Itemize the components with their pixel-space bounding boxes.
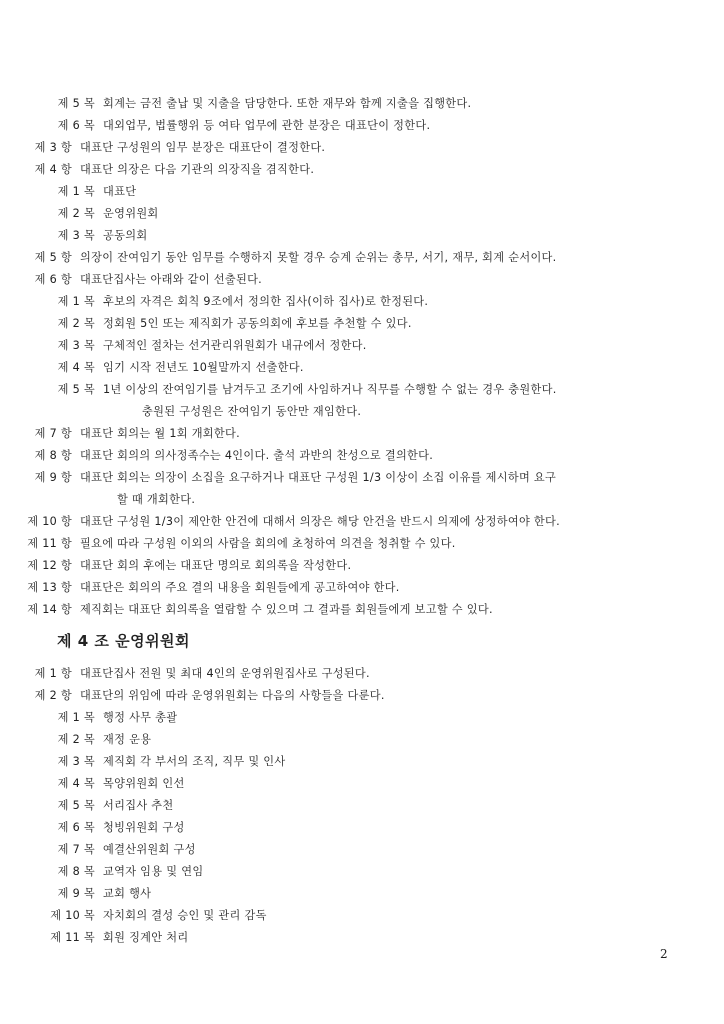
clause-number: 제 3 목 — [57, 339, 95, 352]
clause-number: 제 6 항 — [34, 273, 72, 286]
clause-text: 대표단집사 전원 및 최대 4인의 운영위원집사로 구성된다. — [80, 667, 370, 680]
clause-line — [20, 799, 174, 813]
clause-text: 후보의 자격은 회칙 9조에서 정의한 집사(이하 집사)로 한정된다. — [103, 295, 429, 308]
clause-line — [20, 515, 560, 529]
clause-text: 대표단 회의 후에는 대표단 명의로 회의록을 작성한다. — [80, 559, 352, 572]
clause-text: 대표단 — [103, 185, 137, 198]
clause-line — [20, 207, 159, 221]
clause-number: 제 4 항 — [34, 163, 72, 176]
clause-number: 제 5 목 — [57, 97, 95, 110]
clause-text: 대표단 구성원 1/3이 제안한 안건에 대해서 의장은 해당 안건을 반드시 의제에 상정하여야 한다. — [80, 515, 561, 528]
clause-text: 목양위원회 인선 — [103, 777, 185, 790]
clause-text: 대표단 회의의 의사정족수는 4인이다. 출석 과반의 찬성으로 결의한다. — [80, 449, 434, 462]
clause-text: 대표단 회의는 월 1회 개회한다. — [80, 427, 240, 440]
clause-line — [20, 865, 203, 879]
clause-number: 제 11 목 — [50, 931, 95, 944]
clause-line — [20, 229, 147, 243]
clause-number: 제 10 목 — [50, 909, 95, 922]
clause-number: 제 5 목 — [57, 383, 95, 396]
clause-line — [20, 163, 314, 177]
clause-number: 제 3 목 — [57, 755, 95, 768]
clause-number: 제 7 목 — [57, 843, 95, 856]
clause-line — [20, 689, 385, 703]
clause-number: 제 10 항 — [27, 515, 72, 528]
clause-text: 대표단집사는 아래와 같이 선출된다. — [80, 273, 263, 286]
clause-line — [20, 383, 557, 397]
clause-number: 제 2 목 — [57, 207, 95, 220]
clause-number: 제 6 목 — [57, 821, 95, 834]
clause-number: 제 1 항 — [34, 667, 72, 680]
clause-line — [20, 559, 351, 573]
clause-number: 제 12 항 — [27, 559, 72, 572]
clause-text: 의장이 잔여임기 동안 임무를 수행하지 못할 경우 승계 순위는 총무, 서기, 재무, 회계 순서이다. — [80, 251, 557, 264]
clause-line — [20, 317, 412, 331]
clause-number: 제 8 항 — [34, 449, 72, 462]
clause-number: 제 6 목 — [57, 119, 95, 132]
clause-continuation: 할 때 개회한다. — [117, 493, 196, 506]
clause-text: 대외업무, 법률행위 등 여타 업무에 관한 분장은 대표단이 정한다. — [103, 119, 431, 132]
clause-text: 대표단의 위임에 따라 운영위원회는 다음의 사항들을 다룬다. — [80, 689, 385, 702]
clause-number: 제 8 목 — [57, 865, 95, 878]
clause-line — [20, 141, 325, 155]
clause-number: 제 4 목 — [57, 777, 95, 790]
clause-text: 구체적인 절차는 선거관리위원회가 내규에서 정한다. — [103, 339, 367, 352]
clause-line — [20, 273, 262, 287]
clause-text: 제직회는 대표단 회의록을 열람할 수 있으며 그 결과를 회원들에게 보고할 수 있다. — [80, 603, 493, 616]
clause-line — [20, 471, 556, 485]
clause-text: 제직회 각 부서의 조직, 직무 및 인사 — [103, 755, 286, 768]
clause-line — [20, 755, 286, 769]
article-heading: 제 4 조 운영위원회 — [57, 632, 191, 650]
clause-number: 제 14 항 — [27, 603, 72, 616]
clause-text: 행정 사무 총괄 — [103, 711, 178, 724]
clause-text: 예결산위원회 구성 — [103, 843, 196, 856]
clause-number: 제 5 목 — [57, 799, 95, 812]
clause-line — [20, 251, 557, 265]
clause-line — [20, 185, 136, 199]
clause-text: 대표단 회의는 의장이 소집을 요구하거나 대표단 구성원 1/3 이상이 소집 이유를 제시하며 요구 — [80, 471, 557, 484]
clause-number: 제 2 목 — [57, 317, 95, 330]
page-number: 2 — [660, 947, 668, 961]
clause-line — [20, 119, 430, 133]
clause-text: 청빙위원회 구성 — [103, 821, 185, 834]
clause-line — [20, 339, 367, 353]
clause-text: 운영위원회 — [103, 207, 159, 220]
clause-number: 제 3 목 — [57, 229, 95, 242]
clause-line — [20, 711, 177, 725]
clause-number: 제 5 항 — [34, 251, 72, 264]
clause-line — [20, 295, 428, 309]
clause-number: 제 7 항 — [34, 427, 72, 440]
clause-number: 제 13 항 — [27, 581, 72, 594]
clause-text: 1년 이상의 잔여임기를 남겨두고 조기에 사임하거나 직무를 수행할 수 없는 경우 충원한다. — [103, 383, 557, 396]
clause-number: 제 1 목 — [57, 185, 95, 198]
clause-number: 제 2 항 — [34, 689, 72, 702]
clause-line — [20, 843, 196, 857]
clause-text: 자치회의 결성 승인 및 관리 감독 — [103, 909, 267, 922]
clause-text: 재정 운용 — [103, 733, 152, 746]
clause-number: 제 3 항 — [34, 141, 72, 154]
clause-line — [20, 777, 185, 791]
clause-number: 제 4 목 — [57, 361, 95, 374]
clause-text: 대표단 구성원의 임무 분장은 대표단이 결정한다. — [80, 141, 326, 154]
clause-line — [20, 931, 188, 945]
clause-text: 대표단은 회의의 주요 결의 내용을 회원들에게 공고하여야 한다. — [80, 581, 400, 594]
clause-number: 제 9 목 — [57, 887, 95, 900]
clause-number: 제 11 항 — [27, 537, 72, 550]
clause-number: 제 9 항 — [34, 471, 72, 484]
clause-line — [20, 449, 433, 463]
clause-line — [20, 361, 304, 375]
clause-line — [20, 733, 151, 747]
clause-number: 제 1 목 — [57, 295, 95, 308]
clause-line — [20, 667, 370, 681]
clause-line — [20, 821, 185, 835]
clause-text: 교역자 임용 및 연임 — [103, 865, 204, 878]
clause-text: 교회 행사 — [103, 887, 152, 900]
clause-number: 제 2 목 — [57, 733, 95, 746]
clause-text: 대표단 의장은 다음 기관의 의장직을 겸직한다. — [80, 163, 315, 176]
clause-text: 회계는 금전 출납 및 지출을 담당한다. 또한 재무와 함께 지출을 집행한다. — [103, 97, 472, 110]
clause-text: 서리집사 추천 — [103, 799, 174, 812]
clause-text: 공동의회 — [103, 229, 148, 242]
clause-line — [20, 581, 400, 595]
clause-line — [20, 909, 267, 923]
clause-line — [20, 887, 151, 901]
clause-continuation: 충원된 구성원은 잔여임기 동안만 재임한다. — [142, 405, 362, 418]
clause-line — [20, 427, 240, 441]
clause-text: 회원 징계안 처리 — [103, 931, 189, 944]
clause-number: 제 1 목 — [57, 711, 95, 724]
clause-line — [20, 537, 456, 551]
clause-line — [20, 603, 493, 617]
clause-text: 필요에 따라 구성원 이외의 사람을 회의에 초청하여 의견을 청취할 수 있다. — [80, 537, 456, 550]
clause-line — [20, 97, 471, 111]
clause-text: 정회원 5인 또는 제직회가 공동의회에 후보를 추천할 수 있다. — [103, 317, 412, 330]
clause-text: 임기 시작 전년도 10월말까지 선출한다. — [103, 361, 304, 374]
